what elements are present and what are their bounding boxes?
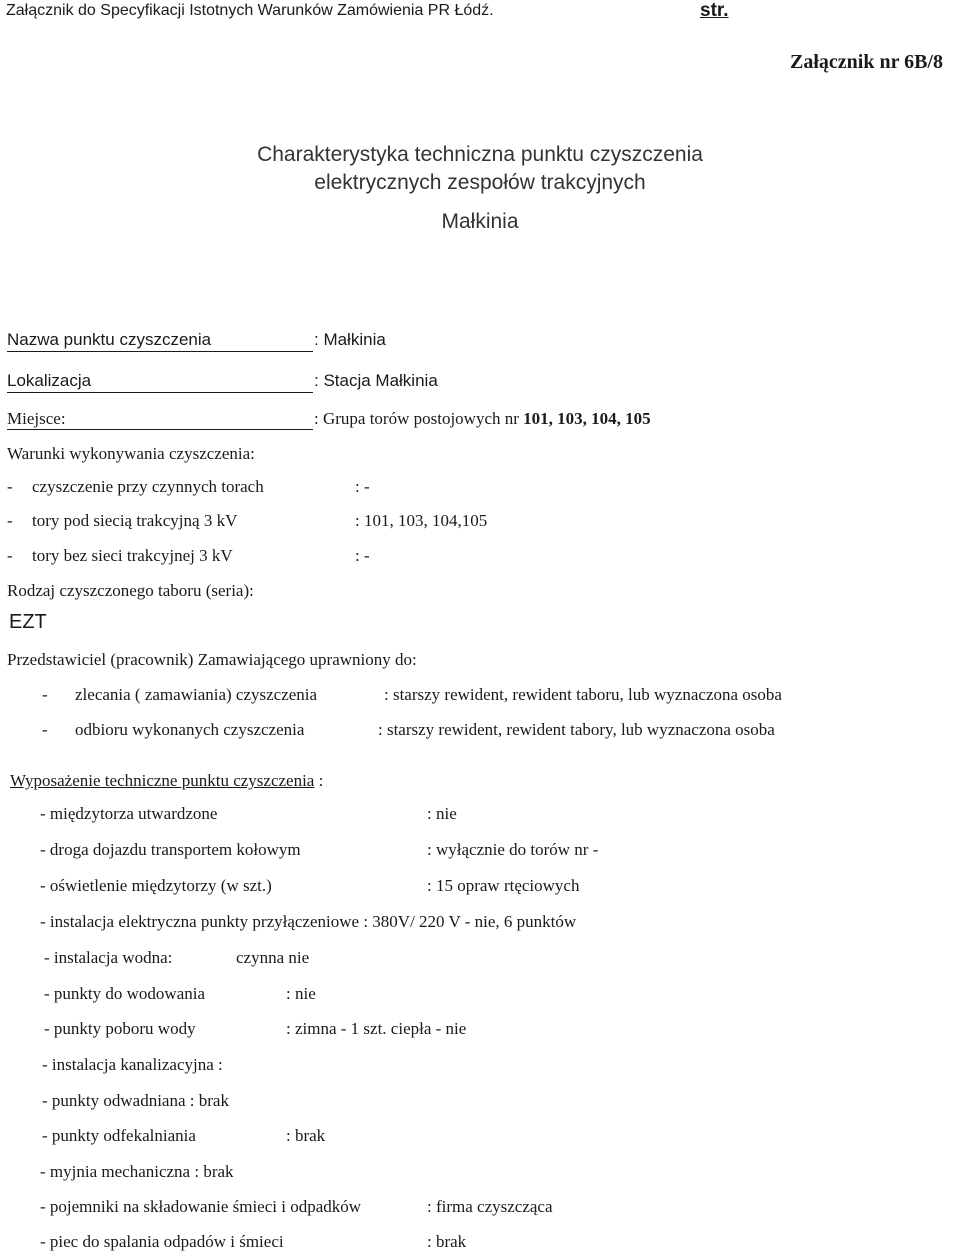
annex-label: Załącznik nr 6B/8 <box>790 51 943 73</box>
field-name-label: Nazwa punktu czyszczenia <box>7 330 212 349</box>
equipment-row-3-value: : 15 opraw rtęciowych <box>427 876 580 895</box>
equipment-row-8-label: - instalacja kanalizacyjna : <box>42 1055 223 1074</box>
rolling-stock-heading: Rodzaj czyszczonego taboru (seria): <box>7 581 254 600</box>
equipment-row-2-label: - droga dojazdu transportem kołowym <box>40 840 301 859</box>
field-place-label: Miejsce: <box>7 409 66 428</box>
representative-row-1-label: zlecania ( zamawiania) czyszczenia <box>75 685 318 704</box>
equipment-row-2-value: : wyłącznie do torów nr - <box>427 840 599 859</box>
equipment-row-10-value: : brak <box>286 1126 326 1145</box>
condition-row-2-label: tory pod siecią trakcyjną 3 kV <box>32 511 238 530</box>
condition-row-1-label: czyszczenie przy czynnych torach <box>32 477 264 496</box>
equipment-heading-text: Wyposażenie techniczne punktu czyszczenia <box>10 771 315 790</box>
condition-row-1-dash: - <box>7 477 13 496</box>
condition-row-2-value: : 101, 103, 104,105 <box>355 511 488 530</box>
document-title-line2: elektrycznych zespołów trakcyjnych <box>314 171 646 194</box>
field-name-underline <box>7 351 313 352</box>
field-place-value <box>314 409 651 429</box>
equipment-row-7-label: - punkty poboru wody <box>44 1019 196 1038</box>
equipment-row-11-label: - myjnia mechaniczna : brak <box>40 1162 234 1181</box>
condition-row-3-label: tory bez sieci trakcyjnej 3 kV <box>32 546 233 565</box>
rolling-stock-value: EZT <box>9 611 47 633</box>
representative-heading: Przedstawiciel (pracownik) Zamawiającego uprawniony do: <box>7 650 417 669</box>
field-place-value-numbers: 101, 103, 104, 105 <box>523 409 651 428</box>
condition-row-2-dash: - <box>7 511 13 530</box>
representative-row-2-dash: - <box>42 720 48 739</box>
equipment-row-1-value: : nie <box>427 804 457 823</box>
representative-row-2-value: : starszy rewident, rewident tabory, lub wyznaczona osoba <box>378 720 775 739</box>
equipment-row-6-label: - punkty do wodowania <box>44 984 206 1003</box>
representative-row-1-dash: - <box>42 685 48 704</box>
page-label: str. <box>700 0 729 21</box>
equipment-row-12-label: - pojemniki na składowanie śmieci i odpadków <box>40 1197 362 1216</box>
field-place-value-prefix: : Grupa torów postojowych nr <box>314 409 524 428</box>
document-title-line1: Charakterystyka techniczna punktu czyszczenia <box>257 143 703 166</box>
equipment-row-9-label: - punkty odwadniana : brak <box>42 1091 229 1110</box>
equipment-row-3-label: - oświetlenie międzytorzy (w szt.) <box>40 876 272 895</box>
equipment-row-13-value: : brak <box>427 1232 467 1251</box>
equipment-row-13-label: - piec do spalania odpadów i śmieci <box>40 1232 284 1251</box>
equipment-heading-suffix: : <box>314 771 324 790</box>
equipment-row-6-value: : nie <box>286 984 316 1003</box>
equipment-row-1-label: - międzytorza utwardzone <box>40 804 218 823</box>
equipment-row-7-value: : zimna - 1 szt. ciepła - nie <box>286 1019 467 1038</box>
equipment-row-10-label: - punkty odfekalniania <box>42 1126 196 1145</box>
field-place-underline <box>7 429 313 430</box>
equipment-row-12-value: : firma czyszcząca <box>427 1197 553 1216</box>
field-location-underline <box>7 392 313 393</box>
representative-row-2-label: odbioru wykonanych czyszczenia <box>75 720 305 739</box>
field-location-label: Lokalizacja <box>7 371 92 390</box>
conditions-heading: Warunki wykonywania czyszczenia: <box>7 444 255 463</box>
field-name-value: : Małkinia <box>314 330 386 349</box>
field-location-value: : Stacja Małkinia <box>314 371 438 390</box>
equipment-heading <box>10 771 323 791</box>
document-title-location: Małkinia <box>441 210 519 233</box>
equipment-row-4-label: - instalacja elektryczna punkty przyłączeniowe : 380V/ 220 V - nie, 6 punktów <box>40 912 577 931</box>
condition-row-3-dash: - <box>7 546 13 565</box>
equipment-row-5-value: czynna nie <box>236 948 310 967</box>
condition-row-1-value: : - <box>355 477 370 496</box>
header-left-text: Załącznik do Specyfikacji Istotnych Warunków Zamówienia PR Łódź. <box>6 2 494 19</box>
condition-row-3-value: : - <box>355 546 370 565</box>
representative-row-1-value: : starszy rewident, rewident taboru, lub wyznaczona osoba <box>384 685 782 704</box>
equipment-row-5-label: - instalacja wodna: <box>44 948 173 967</box>
